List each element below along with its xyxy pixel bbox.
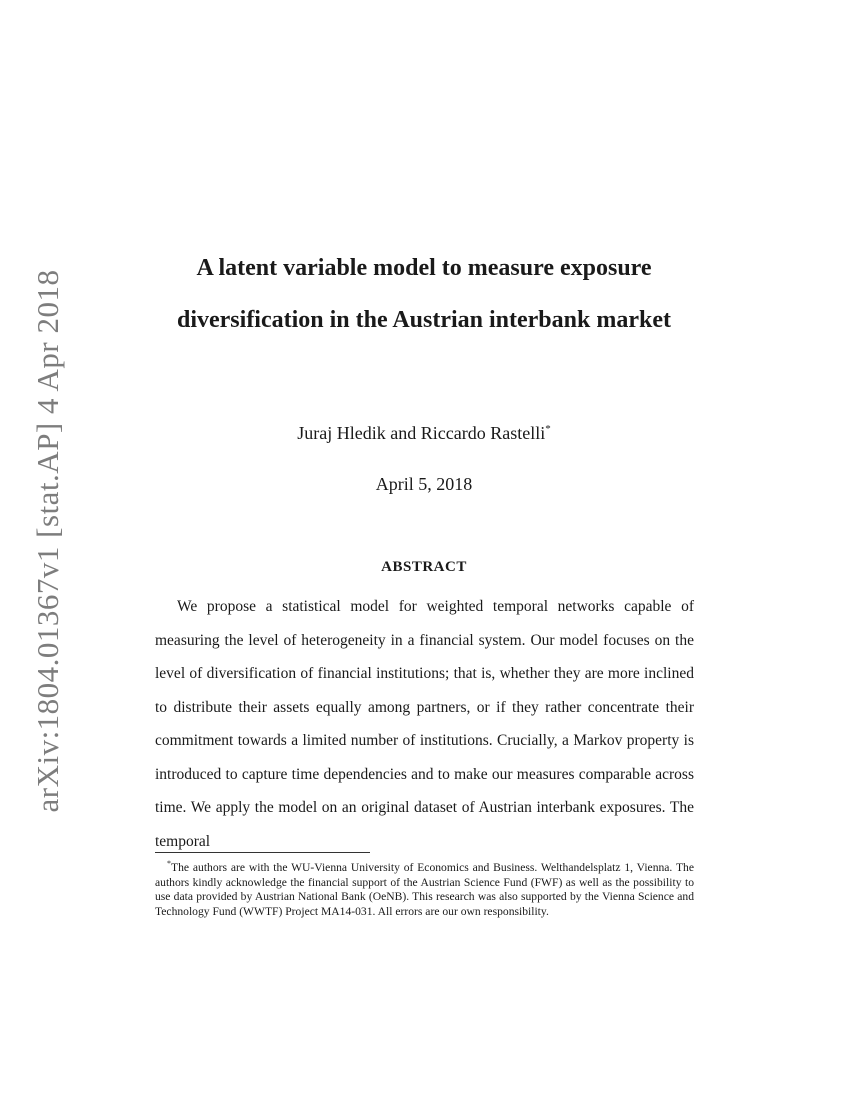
abstract-heading: ABSTRACT: [381, 559, 467, 575]
paper-title: A latent variable model to measure exposure diversification in the Austrian interbank market: [176, 255, 671, 333]
footnote-rule: [155, 852, 370, 853]
paper-date: April 5, 2018: [375, 474, 473, 494]
paper-authors: [140, 423, 708, 444]
author-footnote-mark: *: [545, 423, 551, 435]
author-names: Juraj Hledik and Riccardo Rastelli: [297, 423, 546, 443]
footnote: [155, 857, 694, 920]
abstract-body: We propose a statistical model for weighted temporal networks capable of measuring the level of heterogeneity in a financial system. Our model focuses on the level of diversification of financial institutions; that is, whether they are more inclined to distribute their assets equally among partners, or if they rather concentrate their commitment towards a limited number of institutions. Crucially, a Markov property is introduced to capture time dependencies and to make our measures comparable across time. We apply the model on an original dataset of Austrian interbank exposures. The temporal: [155, 598, 694, 850]
arxiv-identifier: arXiv:1804.01367v1 [stat.AP] 4 Apr 2018: [30, 269, 65, 813]
footnote-mark: *: [167, 859, 171, 868]
footnote-text: The authors are with the WU-Vienna University of Economics and Business. Welthandelsplatz 1, Vienna. The authors kindly acknowledge the financial support of the Austrian Science Fund (FWF) as well as the possibility to use data provided by Austrian National Bank (OeNB). This research was also supported by the Vienna Science and Technology Fund (WWTF) Project MA14-031. All errors are our own responsibility.: [155, 860, 694, 919]
